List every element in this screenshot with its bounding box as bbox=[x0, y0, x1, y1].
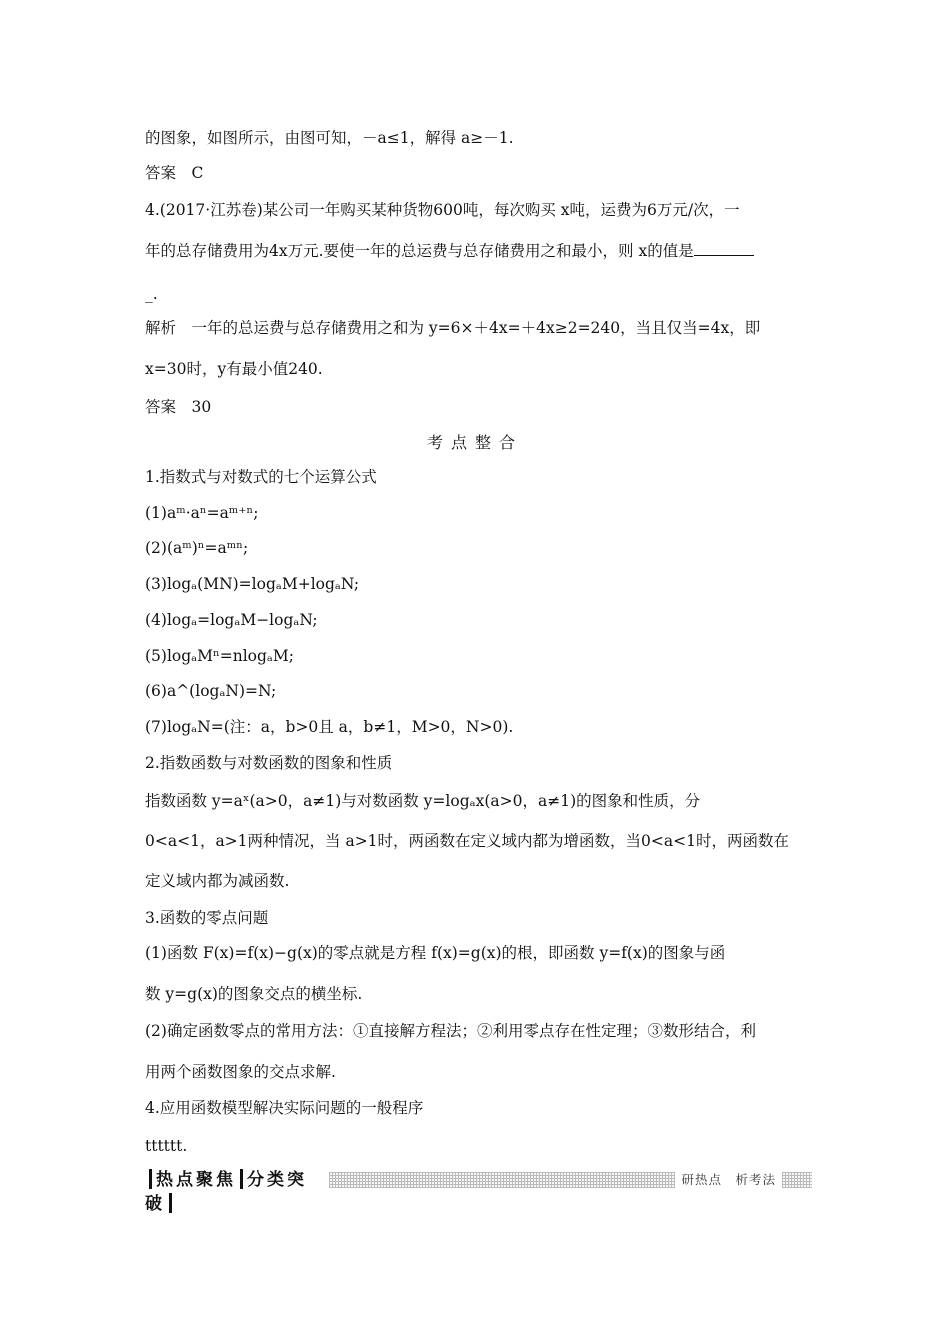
banner-title-b: 分类突破 bbox=[145, 1170, 307, 1214]
subheading: 4.应用函数模型解决实际问题的一般程序 bbox=[145, 1099, 424, 1117]
banner-title bbox=[145, 1168, 325, 1214]
banner-tag: 研热点 析考法 bbox=[675, 1171, 782, 1189]
question-line bbox=[145, 240, 810, 262]
formula-line: (6)a^(logₐN)=N; bbox=[145, 682, 277, 700]
text-line: 用两个函数图象的交点求解. bbox=[145, 1063, 336, 1081]
text-line: 0<a<1，a>1两种情况，当 a>1时，两函数在定义域内都为增函数，当0<a<1时，两函数在 bbox=[145, 832, 789, 850]
section-banner bbox=[145, 1168, 812, 1214]
text-line: tttttt. bbox=[145, 1137, 188, 1155]
answer-line: 答案 C bbox=[145, 164, 204, 182]
answer-line: 答案 30 bbox=[145, 398, 212, 416]
banner-divider bbox=[149, 1169, 152, 1189]
banner-divider bbox=[169, 1193, 172, 1213]
formula-line: (7)logₐN=(注：a，b>0且 a，b≠1，M>0，N>0). bbox=[145, 718, 514, 736]
banner-divider bbox=[240, 1169, 243, 1189]
formula-line: (4)logₐ=logₐM−logₐN; bbox=[145, 611, 318, 629]
subheading: 3.函数的零点问题 bbox=[145, 909, 269, 927]
formula-line: (5)logₐMⁿ=nlogₐM; bbox=[145, 647, 294, 665]
formula-line: (1)aᵐ·aⁿ=aᵐ⁺ⁿ; bbox=[145, 504, 259, 522]
text-line: (1)函数 F(x)=f(x)−g(x)的零点就是方程 f(x)=g(x)的根，即函数 y=f(x)的图象与函 bbox=[145, 944, 726, 962]
text-line: 的图象，如图所示，由图可知，－a≤1，解得 a≥－1. bbox=[145, 129, 514, 147]
answer-blank bbox=[694, 241, 754, 256]
text-line: 数 y=g(x)的图象交点的横坐标. bbox=[145, 985, 363, 1003]
text-line: 定义域内都为减函数. bbox=[145, 872, 290, 890]
question-line: _. bbox=[145, 285, 158, 303]
section-heading: 考点整合 bbox=[426, 433, 523, 452]
solution-line: 解析 一年的总运费与总存储费用之和为 y=6×＋4x=＋4x≥2=240，当且仅当=4x，即 bbox=[145, 319, 761, 337]
question-text: 年的总存储费用为4x万元.要使一年的总运费与总存储费用之和最小，则 x的值是 bbox=[145, 242, 694, 260]
subheading: 2.指数函数与对数函数的图象和性质 bbox=[145, 754, 393, 772]
formula-line: (3)logₐ(MN)=logₐM+logₐN; bbox=[145, 575, 360, 593]
question-line: 4.(2017·江苏卷)某公司一年购买某种货物600吨，每次购买 x吨，运费为6万元/次，一 bbox=[145, 201, 740, 219]
subheading: 1.指数式与对数式的七个运算公式 bbox=[145, 468, 377, 486]
text-line: 指数函数 y=aˣ(a>0，a≠1)与对数函数 y=logₐx(a>0，a≠1)的图象和性质，分 bbox=[145, 792, 701, 810]
solution-line: x=30时，y有最小值240. bbox=[145, 360, 323, 378]
text-line: (2)确定函数零点的常用方法：①直接解方程法；②利用零点存在性定理；③数形结合，利 bbox=[145, 1022, 756, 1040]
formula-line: (2)(aᵐ)ⁿ=aᵐⁿ; bbox=[145, 539, 249, 557]
banner-title-a: 热点聚焦 bbox=[156, 1170, 236, 1190]
